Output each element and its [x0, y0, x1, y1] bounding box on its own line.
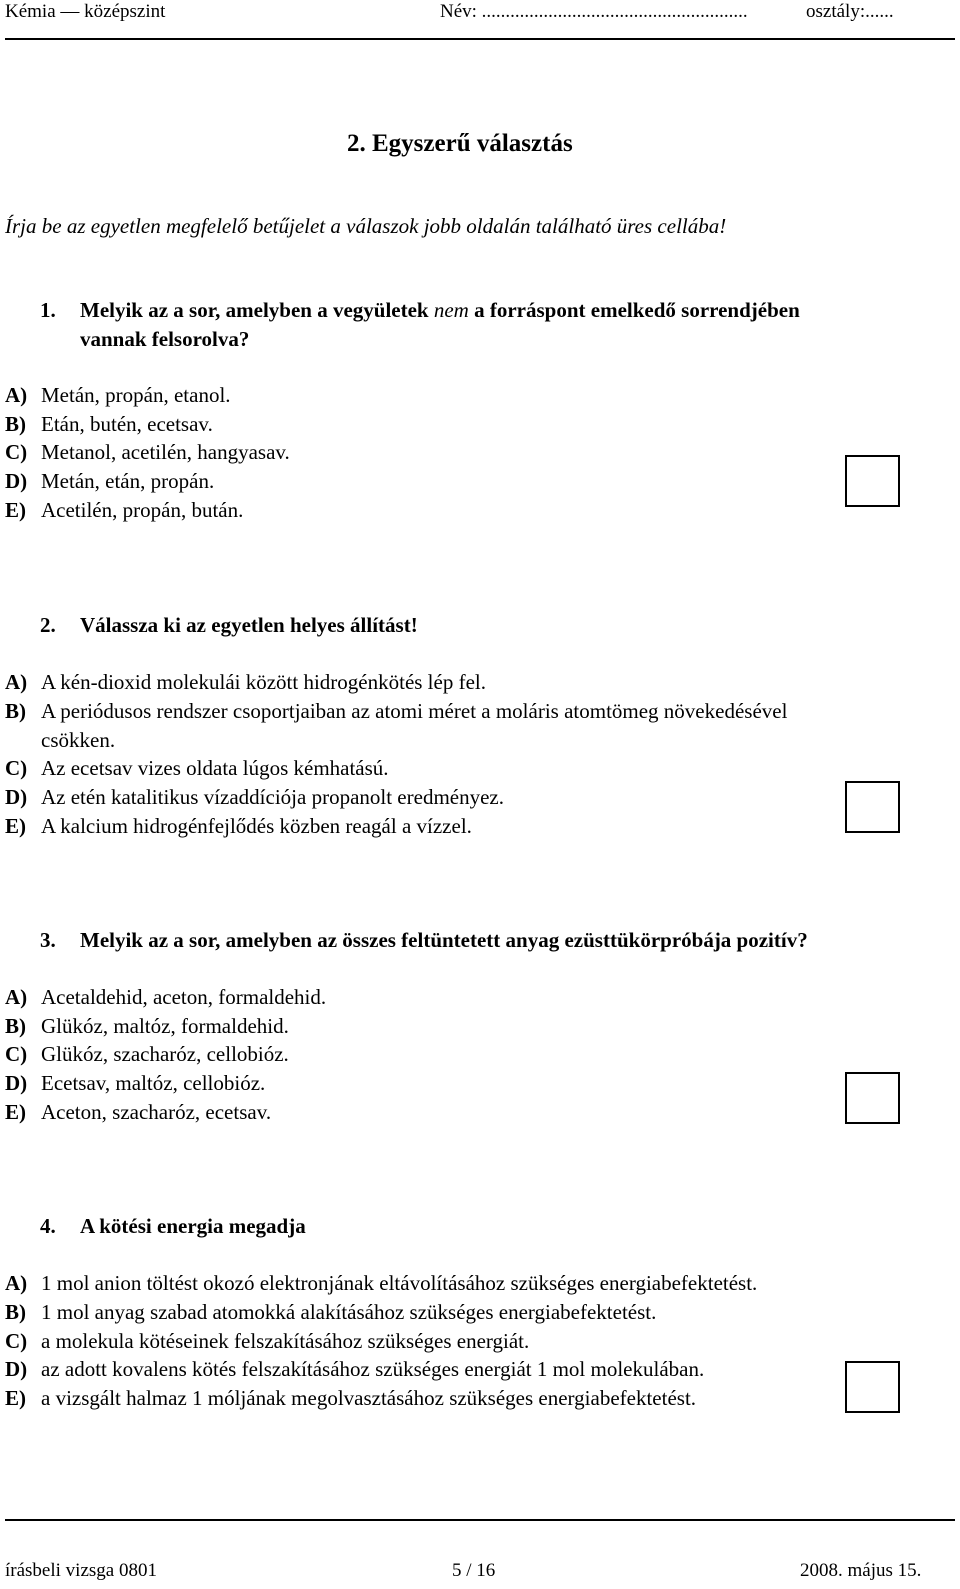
footer-page-number: 5 / 16: [452, 1560, 496, 1581]
question-1-text: Melyik az a sor, amelyben a vegyületek nem a forráspont emelkedő sorrendjében: [80, 298, 800, 322]
q2-option-d: D) Az etén katalitikus vízaddíciója propanolt eredményez.: [5, 785, 504, 809]
q2-option-a: A) A kén-dioxid molekulái között hidrogénkötés lép fel.: [5, 670, 486, 694]
q1-option-c: C) Metanol, acetilén, hangyasav.: [5, 440, 290, 464]
q2-option-e: E) A kalcium hidrogénfejlődés közben reagál a vízzel.: [5, 814, 472, 838]
q4-option-d: D) az adott kovalens kötés felszakításához szükséges energiát 1 mol molekulában.: [5, 1357, 705, 1381]
q3-option-a: A) Acetaldehid, aceton, formaldehid.: [5, 985, 327, 1009]
q1-option-a: A) Metán, propán, etanol.: [5, 383, 231, 407]
header-rule: [5, 38, 955, 40]
question-4-text: A kötési energia megadja: [80, 1214, 306, 1238]
question-1-number: 1.: [40, 298, 56, 322]
instruction: Írja be az egyetlen megfelelő betűjelet a válaszok jobb oldalán található üres cellába!: [5, 214, 727, 238]
question-4-number: 4.: [40, 1214, 56, 1238]
question-2-number: 2.: [40, 613, 56, 637]
question-3-text: Melyik az a sor, amelyben az összes feltüntetett anyag ezüsttükörpróbája pozitív?: [80, 928, 808, 952]
q2-option-b-continuation: csökken.: [41, 728, 116, 752]
footer-rule: [5, 1519, 955, 1521]
q1-option-e: E) Acetilén, propán, bután.: [5, 498, 244, 522]
q1-option-b: B) Etán, butén, ecetsav.: [5, 412, 213, 436]
q1-answer-box[interactable]: [845, 455, 900, 507]
footer-exam-code: írásbeli vizsga 0801: [5, 1560, 157, 1581]
q4-option-c: C) a molekula kötéseinek felszakításához szükséges energiát.: [5, 1329, 530, 1353]
q3-option-b: B) Glükóz, maltóz, formaldehid.: [5, 1014, 289, 1038]
q3-option-d: D) Ecetsav, maltóz, cellobióz.: [5, 1071, 266, 1095]
header-class-field: osztály:......: [806, 1, 894, 22]
q2-option-c: C) Az ecetsav vizes oldata lúgos kémhatású.: [5, 756, 389, 780]
section-title: 2. Egyszerű választás: [347, 130, 573, 157]
header-name-field: Név: ........................................................: [440, 1, 748, 22]
q3-option-c: C) Glükóz, szacharóz, cellobióz.: [5, 1042, 289, 1066]
footer-date: 2008. május 15.: [800, 1560, 922, 1581]
q2-answer-box[interactable]: [845, 781, 900, 833]
question-1-emphasis: nem: [433, 298, 469, 322]
header-subject: Kémia — középszint: [5, 1, 166, 22]
q2-option-b: B) A periódusos rendszer csoportjaiban az atomi méret a moláris atomtömeg növekedésével: [5, 699, 788, 723]
q4-option-b: B) 1 mol anyag szabad atomokká alakításához szükséges energiabefektetést.: [5, 1300, 657, 1324]
question-1-text-line2: vannak felsorolva?: [80, 327, 250, 351]
q3-option-e: E) Aceton, szacharóz, ecetsav.: [5, 1100, 272, 1124]
q4-option-e: E) a vizsgált halmaz 1 móljának megolvasztásához szükséges energiabefektetést.: [5, 1386, 697, 1410]
q4-answer-box[interactable]: [845, 1361, 900, 1413]
q3-answer-box[interactable]: [845, 1072, 900, 1124]
question-2-text: Válassza ki az egyetlen helyes állítást!: [80, 613, 418, 637]
question-3-number: 3.: [40, 928, 56, 952]
q4-option-a: A) 1 mol anion töltést okozó elektronjának eltávolításához szükséges energiabefektetést.: [5, 1271, 758, 1295]
q1-option-d: D) Metán, etán, propán.: [5, 469, 215, 493]
